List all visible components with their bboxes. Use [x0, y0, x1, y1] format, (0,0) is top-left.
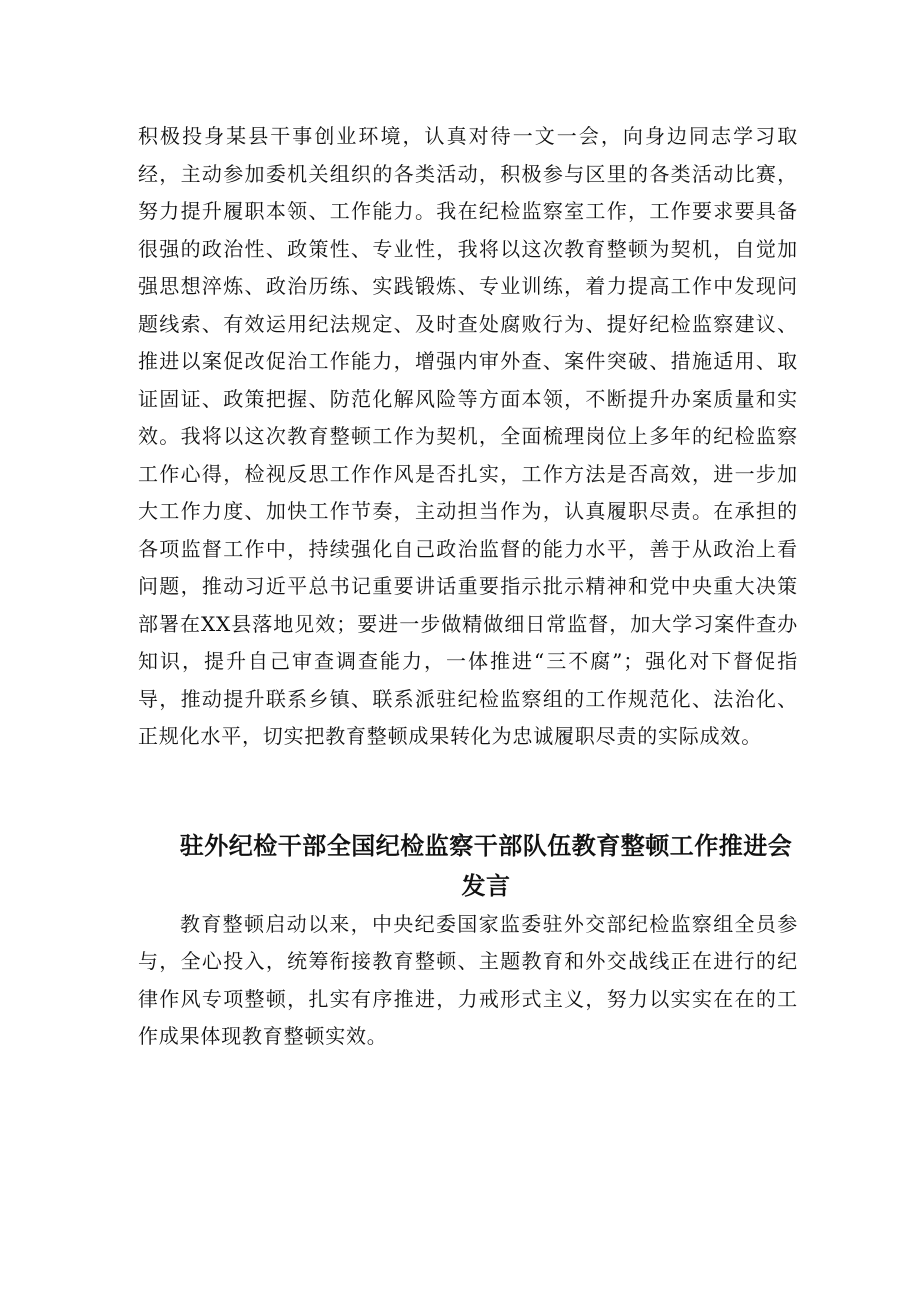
document-page — [138, 118, 798, 1056]
section-title: 驻外纪检干部全国纪检监察干部队伍教育整顿工作推进会发言 — [179, 831, 793, 900]
section-paragraph: 教育整顿启动以来，中央纪委国家监委驻外交部纪检监察组全员参与，全心投入，统筹衔接教育整顿、主题教育和外交战线正在进行的纪律作风专项整顿，扎实有序推进，力戒形式主义，努力以实实在在的工作成果体现教育整顿实效。 — [138, 911, 798, 1048]
continued-paragraph: 积极投身某县干事创业环境，认真对待一文一会，向身边同志学习取经，主动参加委机关组织的各类活动，积极参与区里的各类活动比赛，努力提升履职本领、工作能力。我在纪检监察室工作，工作要求要具备很强的政治性、政策性、专业性，我将以这次教育整顿为契机，自觉加强思想淬炼、政治历练、实践锻炼、专业训练，着力提高工作中发现问题线索、有效运用纪法规定、及时查处腐败行为、提好纪检监察建议、推进以案促改促治工作能力，增强内审外查、案件突破、措施适用、取证固证、政策把握、防范化解风险等方面本领，不断提升办案质量和实效。我将以这次教育整顿工作为契机，全面梳理岗位上多年的纪检监察工作心得，检视反思工作作风是否扎实，工作方法是否高效，进一步加大工作力度、加快工作节奏，主动担当作为，认真履职尽责。在承担的各项监督工作中，持续强化自己政治监督的能力水平，善于从政治上看问题，推动习近平总书记重要讲话重要指示批示精神和党中央重大决策部署在XX县落地见效；要进一步做精做细日常监督，加大学习案件查办知识，提升自己审查调查能力，一体推进“三不腐”；强化对下督促指导，推动提升联系乡镇、联系派驻纪检监察组的工作规范化、法治化、正规化水平，切实把教育整顿成果转化为忠诚履职尽责的实际成效。 — [138, 124, 798, 748]
